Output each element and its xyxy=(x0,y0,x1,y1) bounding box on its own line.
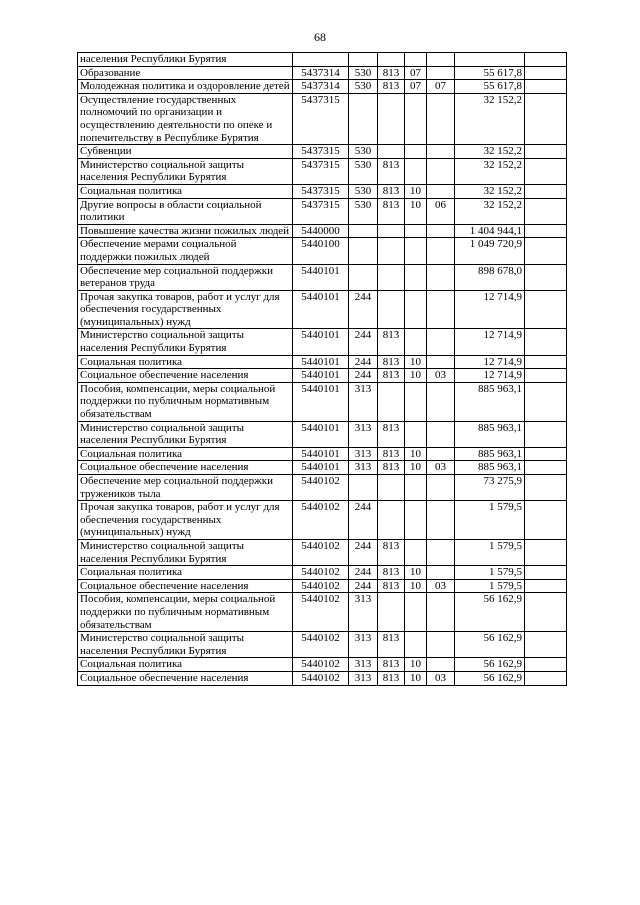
row-amount-cell: 56 162,9 xyxy=(455,671,525,685)
row-subsection-cell xyxy=(427,632,455,658)
row-code-cell: 5440100 xyxy=(293,238,349,264)
row-expense-type-cell: 313 xyxy=(349,382,378,421)
table-row xyxy=(78,382,567,421)
row-subsection-cell xyxy=(427,355,455,369)
row-amount-cell: 885 963,1 xyxy=(455,461,525,475)
table-row xyxy=(78,539,567,565)
row-extra-cell xyxy=(525,475,567,501)
table-row xyxy=(78,145,567,159)
row-extra-cell xyxy=(525,93,567,144)
row-expense-type-cell: 530 xyxy=(349,66,378,80)
table-row xyxy=(78,238,567,264)
row-amount-cell: 32 152,2 xyxy=(455,198,525,224)
row-name-cell: Молодежная политика и оздоровление детей xyxy=(78,80,293,94)
row-amount-cell: 32 152,2 xyxy=(455,93,525,144)
row-code-cell: 5437315 xyxy=(293,145,349,159)
row-name-cell: Социальная политика xyxy=(78,355,293,369)
row-expense-type-cell: 530 xyxy=(349,158,378,184)
budget-table xyxy=(77,52,567,686)
row-amount-cell: 1 404 944,1 xyxy=(455,224,525,238)
row-amount-cell: 12 714,9 xyxy=(455,355,525,369)
row-name-cell: Пособия, компенсации, меры социальной поддержки по публичным нормативным обязательствам xyxy=(78,382,293,421)
row-name-cell: Социальное обеспечение населения xyxy=(78,671,293,685)
row-extra-cell xyxy=(525,593,567,632)
row-subsection-cell: 03 xyxy=(427,369,455,383)
row-code-cell xyxy=(293,53,349,67)
row-subsection-cell xyxy=(427,264,455,290)
row-amount-cell: 885 963,1 xyxy=(455,382,525,421)
row-code-cell: 5437315 xyxy=(293,184,349,198)
row-section-cell xyxy=(405,382,427,421)
row-subsection-cell: 06 xyxy=(427,198,455,224)
row-name-cell: Социальное обеспечение населения xyxy=(78,579,293,593)
row-name-cell: населения Республики Бурятия xyxy=(78,53,293,67)
row-amount-cell: 32 152,2 xyxy=(455,158,525,184)
row-code-cell: 5437315 xyxy=(293,198,349,224)
row-ministry-cell xyxy=(378,145,405,159)
row-amount-cell: 1 579,5 xyxy=(455,579,525,593)
row-ministry-cell: 813 xyxy=(378,184,405,198)
row-amount-cell: 56 162,9 xyxy=(455,593,525,632)
row-amount-cell: 898 678,0 xyxy=(455,264,525,290)
row-code-cell: 5437314 xyxy=(293,80,349,94)
row-name-cell: Социальная политика xyxy=(78,184,293,198)
row-expense-type-cell: 313 xyxy=(349,421,378,447)
row-extra-cell xyxy=(525,80,567,94)
table-row xyxy=(78,264,567,290)
row-name-cell: Социальное обеспечение населения xyxy=(78,369,293,383)
row-subsection-cell xyxy=(427,539,455,565)
row-extra-cell xyxy=(525,539,567,565)
row-extra-cell xyxy=(525,238,567,264)
row-code-cell: 5440101 xyxy=(293,355,349,369)
row-extra-cell xyxy=(525,658,567,672)
row-code-cell: 5440000 xyxy=(293,224,349,238)
row-name-cell: Министерство социальной защиты населения Республики Бурятия xyxy=(78,539,293,565)
row-name-cell: Образование xyxy=(78,66,293,80)
row-amount-cell: 56 162,9 xyxy=(455,658,525,672)
row-code-cell: 5440101 xyxy=(293,382,349,421)
table-row xyxy=(78,80,567,94)
row-ministry-cell: 813 xyxy=(378,671,405,685)
row-extra-cell xyxy=(525,290,567,329)
row-ministry-cell: 813 xyxy=(378,461,405,475)
row-subsection-cell xyxy=(427,238,455,264)
row-extra-cell xyxy=(525,566,567,580)
row-subsection-cell xyxy=(427,658,455,672)
row-ministry-cell: 813 xyxy=(378,632,405,658)
row-subsection-cell xyxy=(427,158,455,184)
row-amount-cell: 1 579,5 xyxy=(455,539,525,565)
row-extra-cell xyxy=(525,421,567,447)
table-row xyxy=(78,501,567,540)
row-section-cell xyxy=(405,53,427,67)
row-name-cell: Прочая закупка товаров, работ и услуг для обеспечения государственных (муниципальных) нужд xyxy=(78,501,293,540)
table-row xyxy=(78,66,567,80)
table-row xyxy=(78,632,567,658)
row-extra-cell xyxy=(525,264,567,290)
row-section-cell xyxy=(405,145,427,159)
row-expense-type-cell: 313 xyxy=(349,461,378,475)
row-amount-cell: 1 579,5 xyxy=(455,566,525,580)
row-name-cell: Другие вопросы в области социальной политики xyxy=(78,198,293,224)
table-row xyxy=(78,198,567,224)
row-code-cell: 5440102 xyxy=(293,658,349,672)
row-name-cell: Субвенции xyxy=(78,145,293,159)
row-amount-cell: 55 617,8 xyxy=(455,66,525,80)
row-extra-cell xyxy=(525,369,567,383)
row-code-cell: 5440101 xyxy=(293,329,349,355)
table-row xyxy=(78,658,567,672)
row-ministry-cell: 813 xyxy=(378,566,405,580)
row-expense-type-cell: 244 xyxy=(349,290,378,329)
row-subsection-cell xyxy=(427,53,455,67)
row-name-cell: Повышение качества жизни пожилых людей xyxy=(78,224,293,238)
row-subsection-cell: 03 xyxy=(427,461,455,475)
row-subsection-cell xyxy=(427,447,455,461)
row-code-cell: 5440102 xyxy=(293,566,349,580)
row-section-cell xyxy=(405,93,427,144)
row-name-cell: Министерство социальной защиты населения Республики Бурятия xyxy=(78,632,293,658)
row-ministry-cell: 813 xyxy=(378,158,405,184)
row-code-cell: 5440101 xyxy=(293,264,349,290)
row-section-cell xyxy=(405,158,427,184)
row-amount-cell: 73 275,9 xyxy=(455,475,525,501)
table-row xyxy=(78,566,567,580)
row-expense-type-cell: 313 xyxy=(349,671,378,685)
row-expense-type-cell xyxy=(349,264,378,290)
row-expense-type-cell: 530 xyxy=(349,198,378,224)
row-expense-type-cell: 313 xyxy=(349,632,378,658)
row-ministry-cell: 813 xyxy=(378,329,405,355)
row-name-cell: Социальная политика xyxy=(78,658,293,672)
row-code-cell: 5440101 xyxy=(293,421,349,447)
row-name-cell: Пособия, компенсации, меры социальной поддержки по публичным нормативным обязательствам xyxy=(78,593,293,632)
row-subsection-cell xyxy=(427,593,455,632)
row-extra-cell xyxy=(525,224,567,238)
row-extra-cell xyxy=(525,447,567,461)
table-row xyxy=(78,579,567,593)
table-row xyxy=(78,447,567,461)
row-name-cell: Обеспечение мер социальной поддержки тружеников тыла xyxy=(78,475,293,501)
row-name-cell: Министерство социальной защиты населения Республики Бурятия xyxy=(78,329,293,355)
row-ministry-cell: 813 xyxy=(378,66,405,80)
table-row xyxy=(78,329,567,355)
row-expense-type-cell: 244 xyxy=(349,566,378,580)
row-ministry-cell: 813 xyxy=(378,447,405,461)
row-extra-cell xyxy=(525,158,567,184)
row-section-cell: 10 xyxy=(405,369,427,383)
row-subsection-cell xyxy=(427,475,455,501)
row-section-cell xyxy=(405,224,427,238)
row-code-cell: 5437315 xyxy=(293,93,349,144)
row-subsection-cell xyxy=(427,93,455,144)
row-subsection-cell xyxy=(427,382,455,421)
row-name-cell: Министерство социальной защиты населения Республики Бурятия xyxy=(78,421,293,447)
row-expense-type-cell: 244 xyxy=(349,369,378,383)
table-row xyxy=(78,421,567,447)
row-expense-type-cell: 313 xyxy=(349,658,378,672)
row-name-cell: Прочая закупка товаров, работ и услуг для обеспечения государственных (муниципальных) нужд xyxy=(78,290,293,329)
row-name-cell: Осуществление государственных полномочий по организации и осуществлению деятельности по опеке и попечительству в Республике Бурятия xyxy=(78,93,293,144)
row-extra-cell xyxy=(525,671,567,685)
row-expense-type-cell: 244 xyxy=(349,539,378,565)
row-section-cell xyxy=(405,475,427,501)
row-amount-cell: 885 963,1 xyxy=(455,421,525,447)
row-ministry-cell: 813 xyxy=(378,198,405,224)
row-extra-cell xyxy=(525,632,567,658)
row-section-cell: 10 xyxy=(405,184,427,198)
row-ministry-cell xyxy=(378,224,405,238)
row-expense-type-cell xyxy=(349,224,378,238)
row-subsection-cell xyxy=(427,566,455,580)
row-expense-type-cell: 313 xyxy=(349,593,378,632)
row-code-cell: 5437315 xyxy=(293,158,349,184)
row-code-cell: 5440101 xyxy=(293,290,349,329)
row-extra-cell xyxy=(525,355,567,369)
row-code-cell: 5440102 xyxy=(293,501,349,540)
row-expense-type-cell: 244 xyxy=(349,501,378,540)
row-section-cell: 10 xyxy=(405,461,427,475)
row-subsection-cell xyxy=(427,184,455,198)
row-subsection-cell xyxy=(427,224,455,238)
row-subsection-cell xyxy=(427,145,455,159)
row-extra-cell xyxy=(525,579,567,593)
row-section-cell xyxy=(405,593,427,632)
row-code-cell: 5440102 xyxy=(293,579,349,593)
row-expense-type-cell: 244 xyxy=(349,579,378,593)
row-amount-cell: 12 714,9 xyxy=(455,329,525,355)
table-row xyxy=(78,475,567,501)
row-expense-type-cell: 244 xyxy=(349,355,378,369)
row-section-cell xyxy=(405,238,427,264)
row-section-cell xyxy=(405,501,427,540)
row-amount-cell: 32 152,2 xyxy=(455,184,525,198)
table-row xyxy=(78,671,567,685)
row-extra-cell xyxy=(525,329,567,355)
row-expense-type-cell xyxy=(349,53,378,67)
page-number: 68 xyxy=(314,30,326,44)
row-code-cell: 5440102 xyxy=(293,593,349,632)
row-amount-cell: 1 579,5 xyxy=(455,501,525,540)
row-section-cell xyxy=(405,539,427,565)
row-section-cell: 07 xyxy=(405,66,427,80)
row-section-cell xyxy=(405,421,427,447)
row-expense-type-cell: 530 xyxy=(349,145,378,159)
row-ministry-cell: 813 xyxy=(378,421,405,447)
row-ministry-cell: 813 xyxy=(378,539,405,565)
row-extra-cell xyxy=(525,501,567,540)
table-row xyxy=(78,290,567,329)
row-expense-type-cell: 530 xyxy=(349,80,378,94)
row-section-cell xyxy=(405,290,427,329)
row-ministry-cell xyxy=(378,501,405,540)
row-amount-cell: 12 714,9 xyxy=(455,369,525,383)
row-section-cell: 10 xyxy=(405,447,427,461)
row-subsection-cell xyxy=(427,290,455,329)
row-amount-cell: 56 162,9 xyxy=(455,632,525,658)
row-expense-type-cell xyxy=(349,93,378,144)
row-section-cell xyxy=(405,632,427,658)
row-ministry-cell: 813 xyxy=(378,658,405,672)
row-subsection-cell xyxy=(427,66,455,80)
row-extra-cell xyxy=(525,53,567,67)
row-subsection-cell: 03 xyxy=(427,671,455,685)
table-row xyxy=(78,355,567,369)
row-section-cell: 10 xyxy=(405,355,427,369)
row-ministry-cell xyxy=(378,593,405,632)
row-extra-cell xyxy=(525,382,567,421)
row-amount-cell xyxy=(455,53,525,67)
row-expense-type-cell: 244 xyxy=(349,329,378,355)
row-section-cell xyxy=(405,329,427,355)
row-section-cell: 10 xyxy=(405,198,427,224)
row-name-cell: Министерство социальной защиты населения Республики Бурятия xyxy=(78,158,293,184)
row-code-cell: 5440102 xyxy=(293,475,349,501)
row-extra-cell xyxy=(525,184,567,198)
row-subsection-cell: 03 xyxy=(427,579,455,593)
row-amount-cell: 32 152,2 xyxy=(455,145,525,159)
row-code-cell: 5440101 xyxy=(293,461,349,475)
row-name-cell: Социальное обеспечение населения xyxy=(78,461,293,475)
row-ministry-cell xyxy=(378,264,405,290)
row-ministry-cell: 813 xyxy=(378,579,405,593)
row-section-cell: 10 xyxy=(405,658,427,672)
row-name-cell: Обеспечение мер социальной поддержки ветеранов труда xyxy=(78,264,293,290)
table-row xyxy=(78,184,567,198)
row-section-cell: 10 xyxy=(405,566,427,580)
row-section-cell: 07 xyxy=(405,80,427,94)
row-expense-type-cell: 313 xyxy=(349,447,378,461)
row-ministry-cell xyxy=(378,290,405,329)
row-ministry-cell xyxy=(378,382,405,421)
row-extra-cell xyxy=(525,66,567,80)
table-row xyxy=(78,93,567,144)
row-section-cell xyxy=(405,264,427,290)
table-row xyxy=(78,593,567,632)
row-ministry-cell xyxy=(378,475,405,501)
table-row xyxy=(78,158,567,184)
table-row xyxy=(78,461,567,475)
row-code-cell: 5440102 xyxy=(293,539,349,565)
row-code-cell: 5437314 xyxy=(293,66,349,80)
row-amount-cell: 1 049 720,9 xyxy=(455,238,525,264)
row-ministry-cell xyxy=(378,53,405,67)
table-body xyxy=(78,53,567,686)
row-section-cell: 10 xyxy=(405,671,427,685)
row-code-cell: 5440102 xyxy=(293,671,349,685)
row-expense-type-cell: 530 xyxy=(349,184,378,198)
row-ministry-cell xyxy=(378,93,405,144)
row-amount-cell: 55 617,8 xyxy=(455,80,525,94)
row-extra-cell xyxy=(525,145,567,159)
row-code-cell: 5440101 xyxy=(293,369,349,383)
row-amount-cell: 885 963,1 xyxy=(455,447,525,461)
table-row xyxy=(78,224,567,238)
row-subsection-cell xyxy=(427,329,455,355)
row-expense-type-cell xyxy=(349,238,378,264)
row-name-cell: Обеспечение мерами социальной поддержки пожилых людей xyxy=(78,238,293,264)
row-code-cell: 5440102 xyxy=(293,632,349,658)
row-amount-cell: 12 714,9 xyxy=(455,290,525,329)
row-extra-cell xyxy=(525,461,567,475)
row-section-cell: 10 xyxy=(405,579,427,593)
row-subsection-cell xyxy=(427,501,455,540)
row-ministry-cell: 813 xyxy=(378,369,405,383)
row-extra-cell xyxy=(525,198,567,224)
row-ministry-cell: 813 xyxy=(378,355,405,369)
row-expense-type-cell xyxy=(349,475,378,501)
row-name-cell: Социальная политика xyxy=(78,566,293,580)
row-ministry-cell: 813 xyxy=(378,80,405,94)
row-subsection-cell: 07 xyxy=(427,80,455,94)
row-name-cell: Социальная политика xyxy=(78,447,293,461)
row-code-cell: 5440101 xyxy=(293,447,349,461)
table-row xyxy=(78,53,567,67)
row-subsection-cell xyxy=(427,421,455,447)
row-ministry-cell xyxy=(378,238,405,264)
table-row xyxy=(78,369,567,383)
